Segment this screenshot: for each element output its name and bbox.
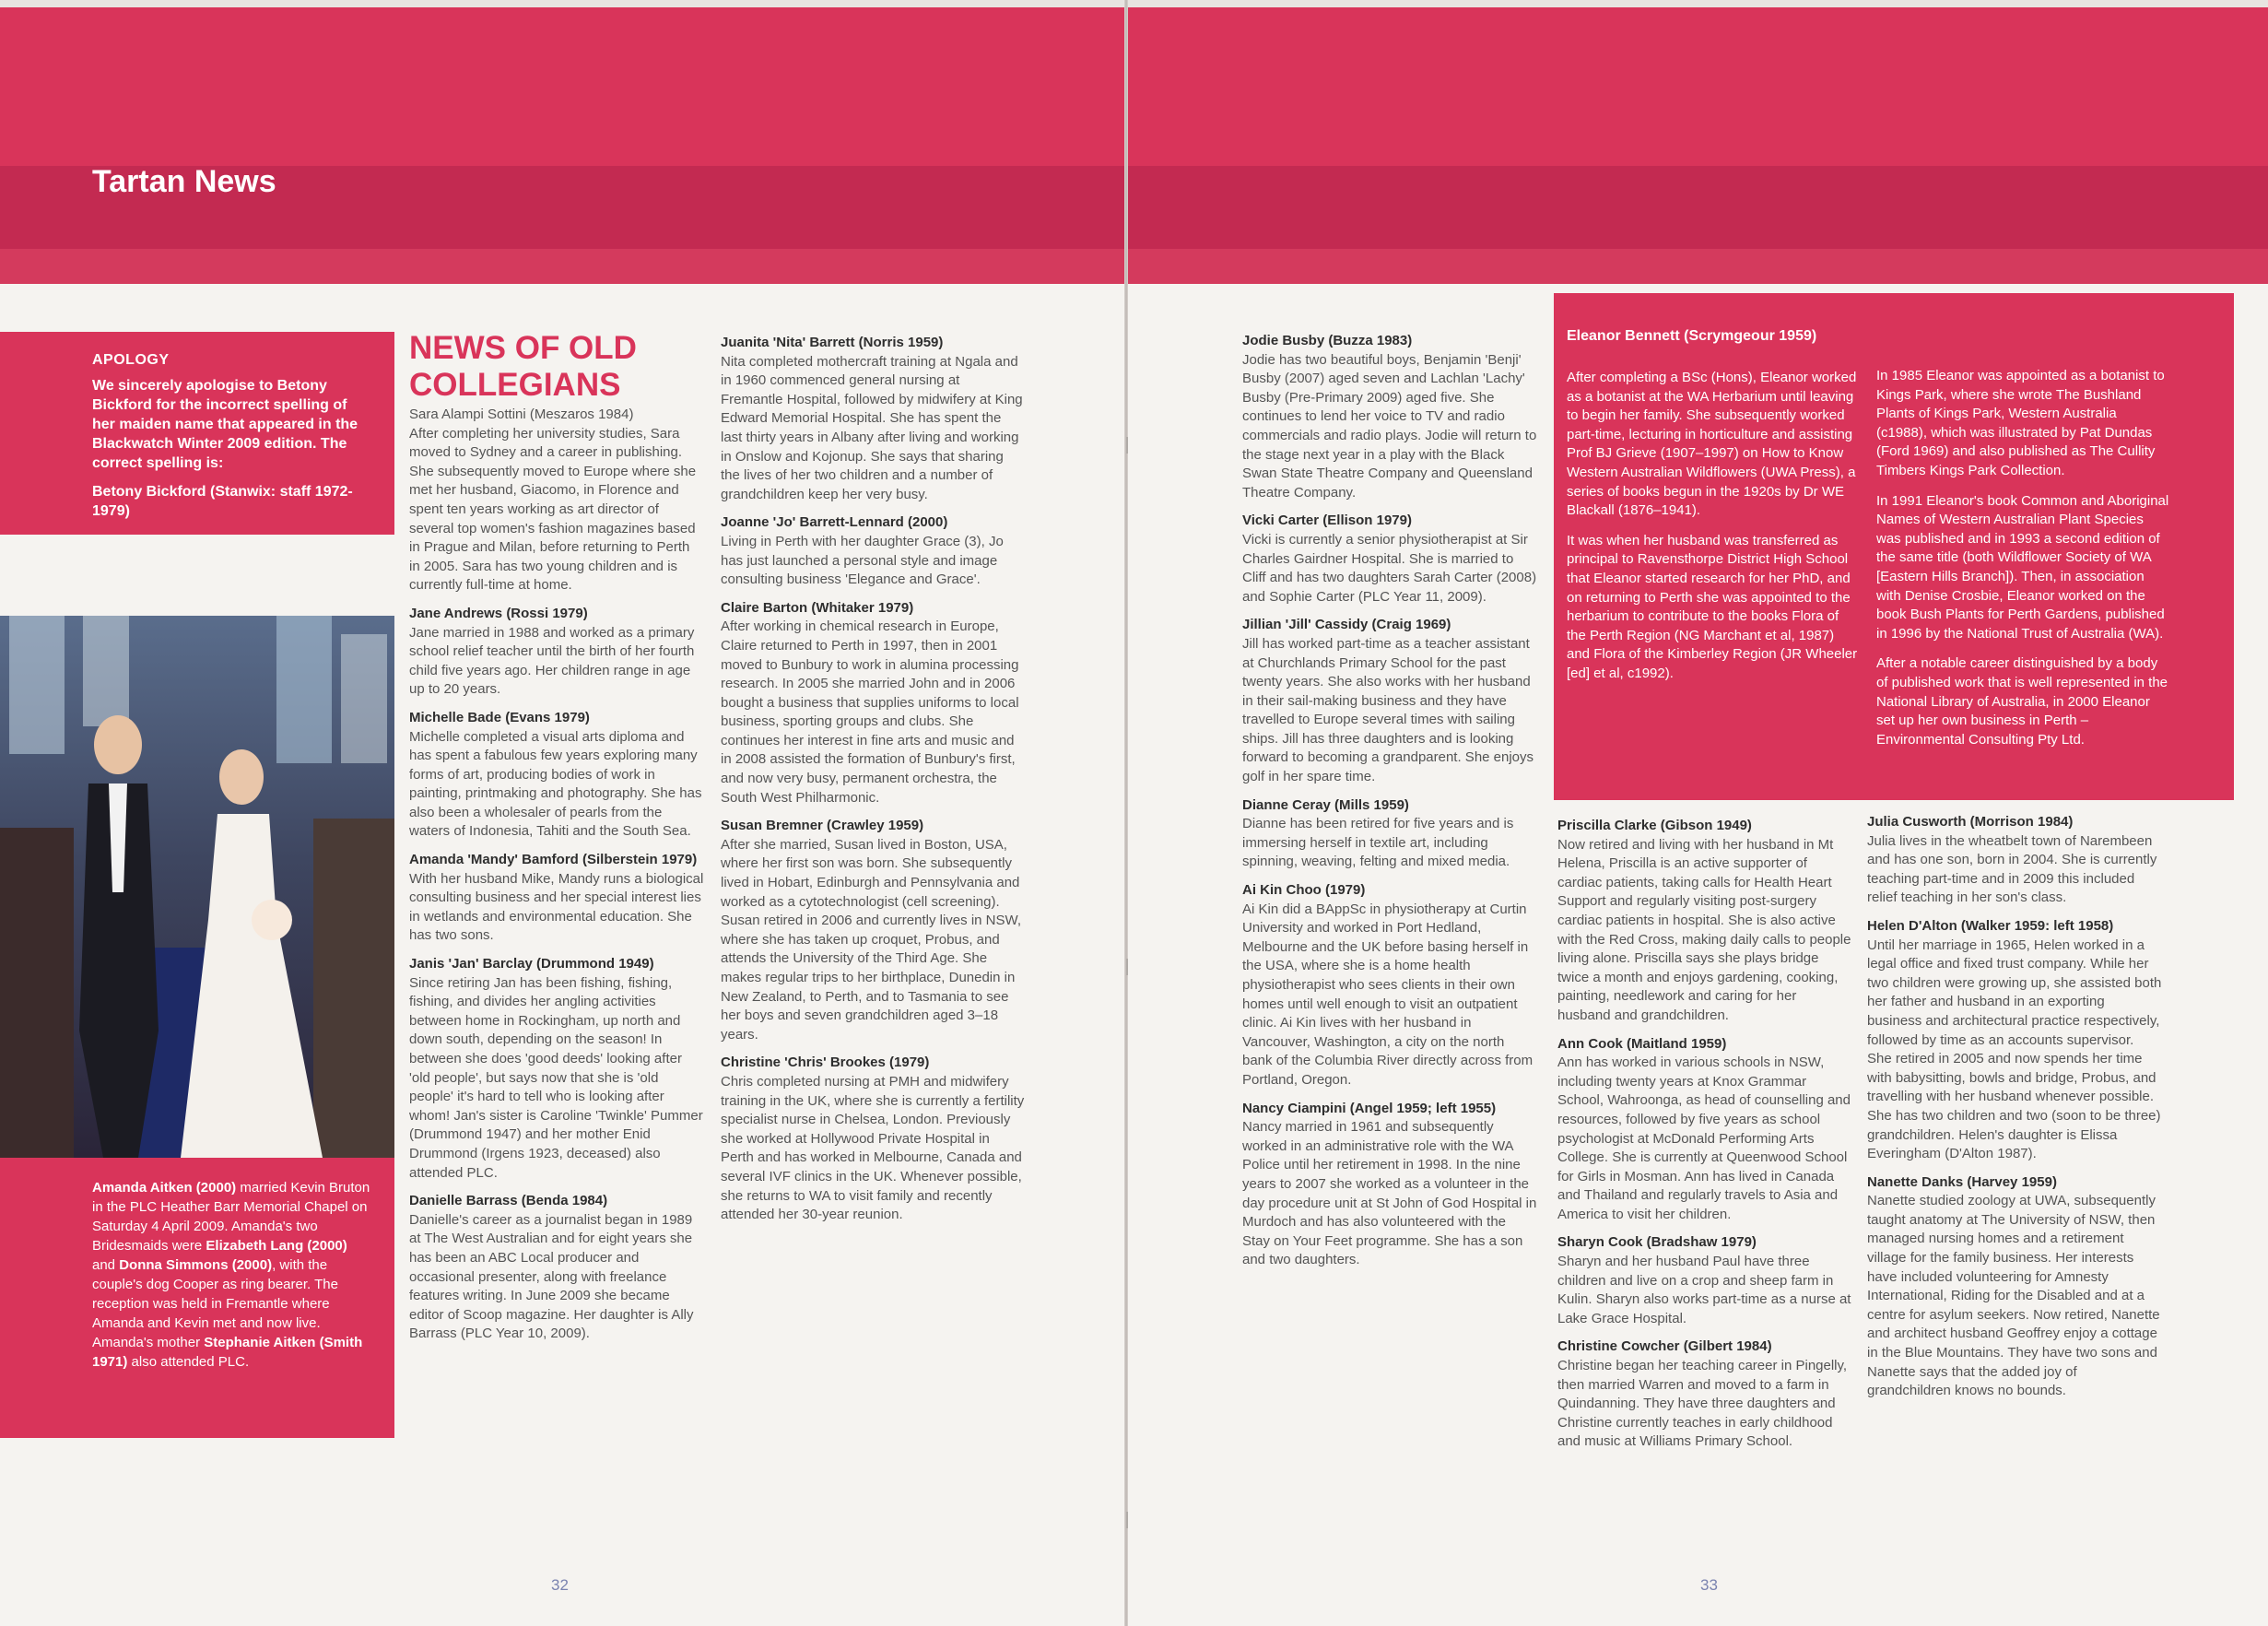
photo-caption	[0, 1158, 394, 1438]
entry-text: Sharyn and her husband Paul have three children and live on a crop and sheep farm in Kulin. Sharyn also works part-time as a nurse at Lake Grace Hospital.	[1557, 1254, 1851, 1326]
list-item	[409, 851, 704, 946]
entry-text: Dianne has been retired for five years and is immersing herself in textile art, including spinning, weaving, felting and mixed media.	[1242, 816, 1514, 870]
entry-text: Christine began her teaching career in Pingelly, then married Warren and moved to a farm in Quindanning. They have three daughters and Christine currently teaches in early childhood and music at Williams Primary School.	[1557, 1358, 1848, 1450]
list-item	[1242, 332, 1537, 502]
list-item	[1867, 1173, 2162, 1401]
entry-text: Since retiring Jan has been fishing, fishing, fishing, and divides her angling activities between home in Rockingham, up north and down south, depending on the season! In between she does 'good deeds' looking after 'old people', but says now that she is 'old people' it's hard to tell who is looking after whom! Jan's sister is Caroline 'Twinkle' Pummer (Drummond 1947) and her mother Enid Drummond (Irgens 1923, deceased) also attended PLC.	[409, 974, 703, 1181]
entry-text: Julia lives in the wheatbelt town of Narembeen and has one son, born in 2004. She is currently teaching part-time and in 2009 this included relief teaching in her son's class.	[1867, 832, 2157, 906]
column-d	[1557, 817, 1852, 1461]
entry-name: Janis 'Jan' Barclay (Drummond 1949)	[409, 956, 654, 972]
entry-name: Claire Barton (Whitaker 1979)	[721, 599, 914, 616]
entry-text: Sara Alampi Sottini (Meszaros 1984) After completing her university studies, Sara moved to Sydney and a career in publishing. She subsequently moved to Europe where she met her husband, Giacomo, in Florence and spent ten years working as art director of several top women's fashion magazines based in Prague and Milan, before returning to Perth in 2005. Sara has two young children and is currently full-time at home.	[409, 406, 697, 594]
entry-text: Now retired and living with her husband in Mt Helena, Priscilla is an active supporter of cardiac patients, taking calls for Health Heart Support and regularly visiting post-surgery cardiac patients in hospital. She is also active with the Red Cross, making daily calls to people living alone. Priscilla says she plays bridge twice a month and enjoys gardening, cooking, painting, needlework and caring for her husband and grandchildren.	[1557, 836, 1851, 1023]
entry-name: Julia Cusworth (Morrison 1984)	[1867, 814, 2074, 830]
entry-name: Nanette Danks (Harvey 1959)	[1867, 1173, 2057, 1190]
entry-name: Christine Cowcher (Gilbert 1984)	[1557, 1338, 1772, 1355]
list-item	[1242, 616, 1537, 786]
list-item	[409, 605, 704, 700]
eleanor-column-2	[1876, 367, 2169, 760]
list-item	[1242, 796, 1537, 872]
entry-name: Danielle Barrass (Benda 1984)	[409, 1193, 608, 1209]
entry-text: Jodie has two beautiful boys, Benjamin 'Benji' Busby (2007) aged seven and Lachlan 'Lachy' Busby (Pre-Primary 2009) aged five. She continues to lend her voice to TV and radio commercials and radio plays. Jodie will return to the stage next year in a play with the Black Swan State Theatre Company and Queensland Theatre Company.	[1242, 351, 1537, 501]
entry-text: Chris completed nursing at PMH and midwifery training in the UK, where she is currently a fertility specialist nurse in Chelsea, London. Previously she worked at Hollywood Private Hospital in Perth and has worked in Melbourne, Canada and several IVF clinics in the UK. Whenever possible, she returns to WA to visit family and recently attended her 30-year reunion.	[721, 1073, 1025, 1223]
entry-text: Nanette studied zoology at UWA, subsequently taught anatomy at The University of NSW, then managed nursing homes and a retirement village for the family business. Her interests have included volunteering for Amnesty International, Riding for the Disabled and at a centre for asylum seekers. Now retired, Nanette and architect husband Geoffrey enjoy a cottage in the Blue Mountains. They have two sons and Nanette says that the added joy of grandchildren knows no bounds.	[1867, 1193, 2160, 1399]
list-item	[721, 817, 1025, 1044]
list-item	[1242, 512, 1537, 607]
top-edge	[0, 0, 1126, 7]
entry-name: Priscilla Clarke (Gibson 1949)	[1557, 818, 1752, 833]
caption-text: married Kevin Bruton in the PLC Heather Barr Memorial Chapel on Saturday 4 April 2009. Amanda's two Bridesmaids were	[92, 1180, 370, 1254]
entry-text: Vicki is currently a senior physiotherapist at Sir Charles Gairdner Hospital. She is married to Cliff and has two daughters Sarah Carter (2008) and Sophie Carter (PLC Year 11, 2009).	[1242, 531, 1537, 605]
entry-text: Danielle's career as a journalist began in 1989 at The West Australian and for eight years she has been an ABC Local producer and occasional presenter, along with freelance features writing. In June 2009 she became editor of Scoop magazine. Her daughter is Ally Barrass (PLC Year 10, 2009).	[409, 1211, 694, 1342]
entry-text: Ann has worked in various schools in NSW, including twenty years at Knox Grammar School, Wahroonga, as head of counselling and resources, followed by five years as school psychologist at McDonald Performing Arts College. She is currently at Queenwood School for Girls in Mosman. Ann has lived in Canada and Thailand and regularly travels to Asia and America to visit her children.	[1557, 1055, 1851, 1222]
entry-name: Michelle Bade (Evans 1979)	[409, 709, 590, 725]
entry-name: Jillian 'Jill' Cassidy (Craig 1969)	[1242, 617, 1451, 633]
lower-band	[1126, 249, 2268, 284]
wedding-photo-icon	[0, 616, 394, 1158]
list-item	[1557, 817, 1852, 1026]
entry-name: Christine 'Chris' Brookes (1979)	[721, 1055, 930, 1071]
entry-text: Until her marriage in 1965, Helen worked in a legal office and fixed trust company. While her two children were growing up, she assisted both her father and husband in an exporting business and architectural practice respectively, followed by time as an accounts supervisor. She retired in 2005 and now spends her time with babysitting, bowls and bridge, Probus, and travelling with her husband whenever possible. She has two children and two (soon to be three) grandchildren. Helen's daughter is Elissa Everingham (D'Alton 1987).	[1867, 937, 2162, 1162]
list-item	[1242, 881, 1537, 1090]
header-band	[1126, 7, 2268, 166]
list-item	[409, 709, 704, 842]
list-item	[721, 599, 1025, 808]
entry-text: Living in Perth with her daughter Grace (3), Jo has just launched a personal style and image consulting business 'Elegance and Grace'.	[721, 533, 1004, 588]
page-number-left: 32	[551, 1576, 569, 1594]
caption-name: Amanda Aitken (2000)	[92, 1180, 237, 1196]
column-a	[409, 406, 704, 1353]
list-item	[721, 1054, 1025, 1224]
entry-name: Joanne 'Jo' Barrett-Lennard (2000)	[721, 514, 948, 531]
entry-name: Nancy Ciampini (Angel 1959; left 1955)	[1242, 1100, 1497, 1116]
entry-text: After she married, Susan lived in Boston, USA, where her first son was born. She subsequently lived in Hobart, Edinburgh and Pennsylvania and worked as a cytotechnologist (cell screening). Susan retired in 2006 and currently lives in NSW, where she has taken up croquet, Probus, and attends the University of the Third Age. She makes regular trips to her birthplace, Dunedin in New Zealand, to Perth, and to Tasmania to see her boys and seven grandchildren aged 3–18 years.	[721, 836, 1021, 1043]
main-heading: NEWS OF OLD COLLEGIANS	[409, 330, 637, 403]
caption-text: also attended PLC.	[127, 1354, 250, 1370]
entry-text: With her husband Mike, Mandy runs a biological consulting business and her special interest lies in wetlands and environmental education. She has two sons.	[409, 870, 704, 944]
apology-text: We sincerely apologise to Betony Bickford for the incorrect spelling of her maiden name that appeared in the Blackwatch Winter 2009 edition. The correct spelling is:	[92, 378, 358, 471]
header-band	[0, 7, 1126, 166]
caption-text: , with the couple's dog Cooper as ring bearer. The reception was held in Fremantle where Amanda and Kevin met and now live. Amanda's mother	[92, 1257, 338, 1350]
eleanor-paragraph: It was when her husband was transferred as principal to Ravensthorpe District High School that Eleanor started research for her PhD, and on returning to Perth she was appointed to the herbarium to contribute to the books Flora of the Perth Region (NG Marchant et al, 1987) and Flora of the Kimberley Region (JR Wheeler [ed] et al, c1992).	[1567, 532, 1858, 681]
entry-name: Dianne Ceray (Mills 1959)	[1242, 796, 1409, 813]
entry-name: Juanita 'Nita' Barrett (Norris 1959)	[721, 335, 944, 350]
apology-label: APOLOGY	[92, 352, 170, 368]
entry-name: Jane Andrews (Rossi 1979)	[409, 605, 588, 621]
top-edge	[1126, 0, 2268, 7]
eleanor-paragraph: After a notable career distinguished by a body of published work that is well represented in the National Library of Australia, in 2000 Eleanor set up her own business in Perth – Environmental Consulting Pty Ltd.	[1876, 655, 2168, 748]
column-b	[721, 334, 1025, 1234]
entry-name: Jodie Busby (Buzza 1983)	[1242, 333, 1413, 348]
apology-box	[0, 332, 394, 535]
lower-band	[0, 249, 1126, 284]
caption-name: Donna Simmons (2000)	[119, 1257, 273, 1273]
title-band	[1126, 166, 2268, 249]
entry-name: Sharyn Cook (Bradshaw 1979)	[1557, 1234, 1757, 1251]
fold-mark	[1126, 437, 1128, 454]
column-e	[1867, 813, 2162, 1410]
list-item	[409, 1192, 704, 1344]
list-item	[1867, 813, 2162, 908]
list-item	[1557, 1035, 1852, 1225]
apology-correct-name: Betony Bickford (Stanwix: staff 1972-1979)	[92, 484, 353, 519]
list-item	[409, 406, 704, 595]
entry-name: Ann Cook (Maitland 1959)	[1557, 1035, 1727, 1052]
list-item	[1867, 917, 2162, 1164]
entry-text: Nancy married in 1961 and subsequently worked in an administrative role with the WA Police until her retirement in 1998. In the nine years to 2007 she worked as a volunteer in the day procedure unit at St John of God Hospital in Murdoch and has also volunteered with the Stay on Your Feet programme. She has a son and two daughters.	[1242, 1119, 1537, 1268]
fold-mark	[1126, 1512, 1128, 1528]
page-spine	[1124, 0, 1128, 1626]
entry-name: Amanda 'Mandy' Bamford (Silberstein 1979)	[409, 852, 698, 868]
entry-name: Susan Bremner (Crawley 1959)	[721, 818, 924, 834]
caption-name: Stephanie Aitken (Smith 1971)	[92, 1335, 363, 1370]
list-item	[1557, 1233, 1852, 1328]
entry-text: Ai Kin did a BAppSc in physiotherapy at Curtin University and worked in Port Hedland, Melbourne and the UK before basing herself in the USA, where she is a home health physiotherapist who sees clients in their own homes until well enough to visit an outpatient clinic. Ai Kin lives with her husband in Vancouver, Washington, a city on the north bank of the Columbia River directly across from Portland, Oregon.	[1242, 901, 1534, 1088]
entry-text: Nita completed mothercraft training at Ngala and in 1960 commenced general nursing at Fremantle Hospital, followed by midwifery at King Edward Memorial Hospital. She has spent the last thirty years in Albany after living and working in Onslow and Kojonup. She says that sharing the lives of her two children and a number of grandchildren keep her very busy.	[721, 353, 1023, 502]
caption-name: Elizabeth Lang (2000)	[206, 1238, 347, 1254]
entry-name: Ai Kin Choo (1979)	[1242, 882, 1366, 899]
eleanor-paragraph: In 1991 Eleanor's book Common and Aboriginal Names of Western Australian Plant Species was published and in 1993 a second edition of the same title (both Wildflower Society of WA [Eastern Hills Branch]). Then, in association with Denise Crosbie, Eleanor worked on the book Bush Plants for Perth Gardens, published in 1996 by the National Trust of Australia (WA).	[1876, 492, 2169, 642]
list-item	[721, 334, 1025, 504]
list-item	[409, 955, 704, 1183]
eleanor-title: Eleanor Bennett (Scrymgeour 1959)	[1567, 328, 1817, 344]
entry-name: Helen D'Alton (Walker 1959: left 1958)	[1867, 917, 2114, 934]
fold-mark	[1126, 959, 1128, 975]
entry-name: Vicki Carter (Ellison 1979)	[1242, 513, 1412, 529]
entry-text: After working in chemical research in Europe, Claire returned to Perth in 1997, then in 2001 moved to Bunbury to work in alumina processing research. In 2005 she married John and in 2006 bought a business that supplies uniforms to local business, sporting groups and clubs. She continues her interest in fine arts and music and in 2008 assisted the formation of Bunbury's first, and now very busy, permanent orchestra, the South West Philharmonic.	[721, 619, 1019, 806]
entry-text: Jill has worked part-time as a teacher assistant at Churchlands Primary School for the past twenty years. She also works with her husband in their sail-making business and they have travelled to Europe several times with sailing ships. Jill has three daughters and is looking forward to becoming a grandparent. She enjoys golf in her spare time.	[1242, 635, 1534, 785]
eleanor-column-1	[1567, 369, 1860, 695]
caption-text: and	[92, 1257, 120, 1273]
column-c	[1242, 332, 1537, 1279]
eleanor-paragraph: In 1985 Eleanor was appointed as a botanist to Kings Park, where she wrote The Bushland Plants of Kings Park, Western Australia (c1988), which was illustrated by Pat Dundas (Ford 1969) and also published as The Cullity Timbers Kings Park Collection.	[1876, 368, 2165, 478]
list-item	[1557, 1337, 1852, 1452]
section-title: Tartan News	[92, 164, 276, 199]
list-item	[1242, 1100, 1537, 1270]
entry-text: Jane married in 1988 and worked as a primary school relief teacher until the birth of her fourth child five years ago. Her children range in age up to 20 years.	[409, 624, 695, 698]
list-item	[721, 513, 1025, 589]
page-number-right: 33	[1700, 1576, 1718, 1594]
entry-text: Michelle completed a visual arts diploma and has spent a fabulous few years exploring many forms of art, producing bodies of work in painting, printmaking and photography. She has also been a wholesaler of pearls from the waters of Indonesia, Tahiti and the South Sea.	[409, 728, 702, 840]
eleanor-paragraph: After completing a BSc (Hons), Eleanor worked as a botanist at the WA Herbarium until leaving to begin her family. She subsequently worked part-time, lecturing in horticulture and assisting Prof BJ Grieve (1907–1997) on How to Know Western Australian Wildflowers (UWA Press), a series of books begun in the 1920s by Dr WE Blackall (1876–1941).	[1567, 370, 1857, 519]
